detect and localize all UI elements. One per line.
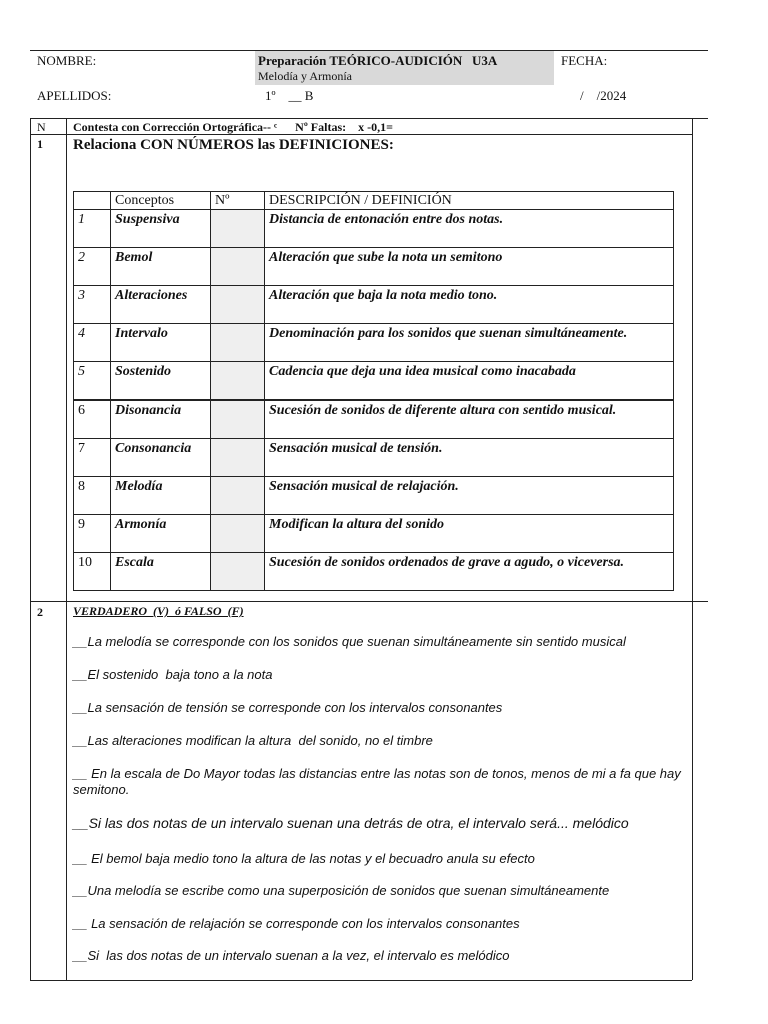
table-row bbox=[74, 286, 674, 324]
row-description: Distancia de entonación entre dos notas. bbox=[265, 210, 674, 248]
row-index: 1 bbox=[74, 210, 111, 248]
fecha-label: FECHA: bbox=[561, 53, 608, 68]
row-description: Alteración que sube la nota un semitono bbox=[265, 248, 674, 286]
table-header-row bbox=[74, 192, 674, 210]
row-concept: Disonancia bbox=[111, 400, 211, 439]
definitions-table bbox=[73, 191, 674, 591]
row-index: 2 bbox=[74, 248, 111, 286]
exam-date: / /2024 bbox=[580, 88, 627, 103]
row-index: 8 bbox=[74, 477, 111, 515]
row-concept: Sostenido bbox=[111, 362, 211, 401]
row-index: 4 bbox=[74, 324, 111, 362]
row-index: 6 bbox=[74, 400, 111, 439]
row-concept: Intervalo bbox=[111, 324, 211, 362]
nombre-label: NOMBRE: bbox=[37, 53, 97, 68]
header-number: Nº bbox=[211, 192, 265, 210]
row-concept: Bemol bbox=[111, 248, 211, 286]
row-description: Sensación musical de relajación. bbox=[265, 477, 674, 515]
answer-cell[interactable] bbox=[211, 324, 265, 362]
apellidos-label: APELLIDOS: bbox=[37, 88, 112, 103]
table-row bbox=[74, 515, 674, 553]
exam-subtitle: Melodía y Armonía bbox=[258, 69, 352, 83]
true-false-item: __Las alteraciones modifican la altura del sonido, no el timbre bbox=[73, 733, 433, 748]
answer-cell[interactable] bbox=[211, 477, 265, 515]
row-concept: Suspensiva bbox=[111, 210, 211, 248]
table-row bbox=[74, 248, 674, 286]
row-description: Alteración que baja la nota medio tono. bbox=[265, 286, 674, 324]
true-false-item: __ El bemol baja medio tono la altura de las notas y el becuadro anula su efecto bbox=[73, 851, 535, 866]
table-row bbox=[74, 553, 674, 591]
header-index bbox=[74, 192, 111, 210]
true-false-item: __Una melodía se escribe como una superposición de sonidos que suenan simultáneamente bbox=[73, 883, 610, 898]
table-row bbox=[74, 477, 674, 515]
true-false-item: __El sostenido baja tono a la nota bbox=[73, 667, 273, 682]
true-false-item: __Si las dos notas de un intervalo suenan a la vez, el intervalo es melódico bbox=[73, 948, 510, 963]
row-index: 7 bbox=[74, 439, 111, 477]
header-concepts: Conceptos bbox=[111, 192, 211, 210]
table-row bbox=[74, 439, 674, 477]
row-index: 3 bbox=[74, 286, 111, 324]
row-description: Sensación musical de tensión. bbox=[265, 439, 674, 477]
row-index: 10 bbox=[74, 553, 111, 591]
true-false-item: __La melodía se corresponde con los sonidos que suenan simultáneamente sin sentido musical bbox=[73, 634, 626, 649]
table-row bbox=[74, 400, 674, 439]
answer-cell[interactable] bbox=[211, 515, 265, 553]
row-index: 9 bbox=[74, 515, 111, 553]
row-description: Denominación para los sonidos que suenan simultáneamente. bbox=[265, 324, 674, 362]
section1-number: 1 bbox=[37, 137, 43, 151]
row-concept: Melodía bbox=[111, 477, 211, 515]
answer-cell[interactable] bbox=[211, 248, 265, 286]
row-concept: Alteraciones bbox=[111, 286, 211, 324]
column-n-label: N bbox=[37, 120, 46, 134]
section1-title: Relaciona CON NÚMEROS las DEFINICIONES: bbox=[73, 137, 394, 153]
row-description: Sucesión de sonidos de diferente altura con sentido musical. bbox=[265, 400, 674, 439]
table-row bbox=[74, 324, 674, 362]
row-concept: Escala bbox=[111, 553, 211, 591]
true-false-item: __ La sensación de relajación se corresponde con los intervalos consonantes bbox=[73, 916, 520, 931]
section2-number: 2 bbox=[37, 605, 43, 619]
row-index: 5 bbox=[74, 362, 111, 401]
row-description: Sucesión de sonidos ordenados de grave a agudo, o viceversa. bbox=[265, 553, 674, 591]
section2-title: VERDADERO (V) ó FALSO (F) bbox=[73, 604, 244, 618]
answer-cell[interactable] bbox=[211, 362, 265, 401]
row-description: Cadencia que deja una idea musical como inacabada bbox=[265, 362, 674, 401]
spelling-instruction: Contesta con Corrección Ortográfica-- ᶜ Nº Faltas: x -0,1= bbox=[73, 120, 393, 134]
answer-cell[interactable] bbox=[211, 400, 265, 439]
answer-cell[interactable] bbox=[211, 439, 265, 477]
course-group: 1º __ B bbox=[265, 88, 314, 103]
table-row bbox=[74, 210, 674, 248]
row-description: Modifican la altura del sonido bbox=[265, 515, 674, 553]
header-description: DESCRIPCIÓN / DEFINICIÓN bbox=[265, 192, 674, 210]
true-false-item: __ En la escala de Do Mayor todas las distancias entre las notas son de tonos, menos de mi a fa que hay semitono. bbox=[73, 766, 681, 797]
row-concept: Consonancia bbox=[111, 439, 211, 477]
exam-title: Preparación TEÓRICO-AUDICIÓN U3A bbox=[258, 53, 498, 68]
answer-cell[interactable] bbox=[211, 286, 265, 324]
answer-cell[interactable] bbox=[211, 553, 265, 591]
true-false-item: __La sensación de tensión se corresponde con los intervalos consonantes bbox=[73, 700, 503, 715]
true-false-item: __Si las dos notas de un intervalo suenan una detrás de otra, el intervalo será... melódico bbox=[73, 815, 629, 831]
answer-cell[interactable] bbox=[211, 210, 265, 248]
table-row bbox=[74, 362, 674, 401]
row-concept: Armonía bbox=[111, 515, 211, 553]
